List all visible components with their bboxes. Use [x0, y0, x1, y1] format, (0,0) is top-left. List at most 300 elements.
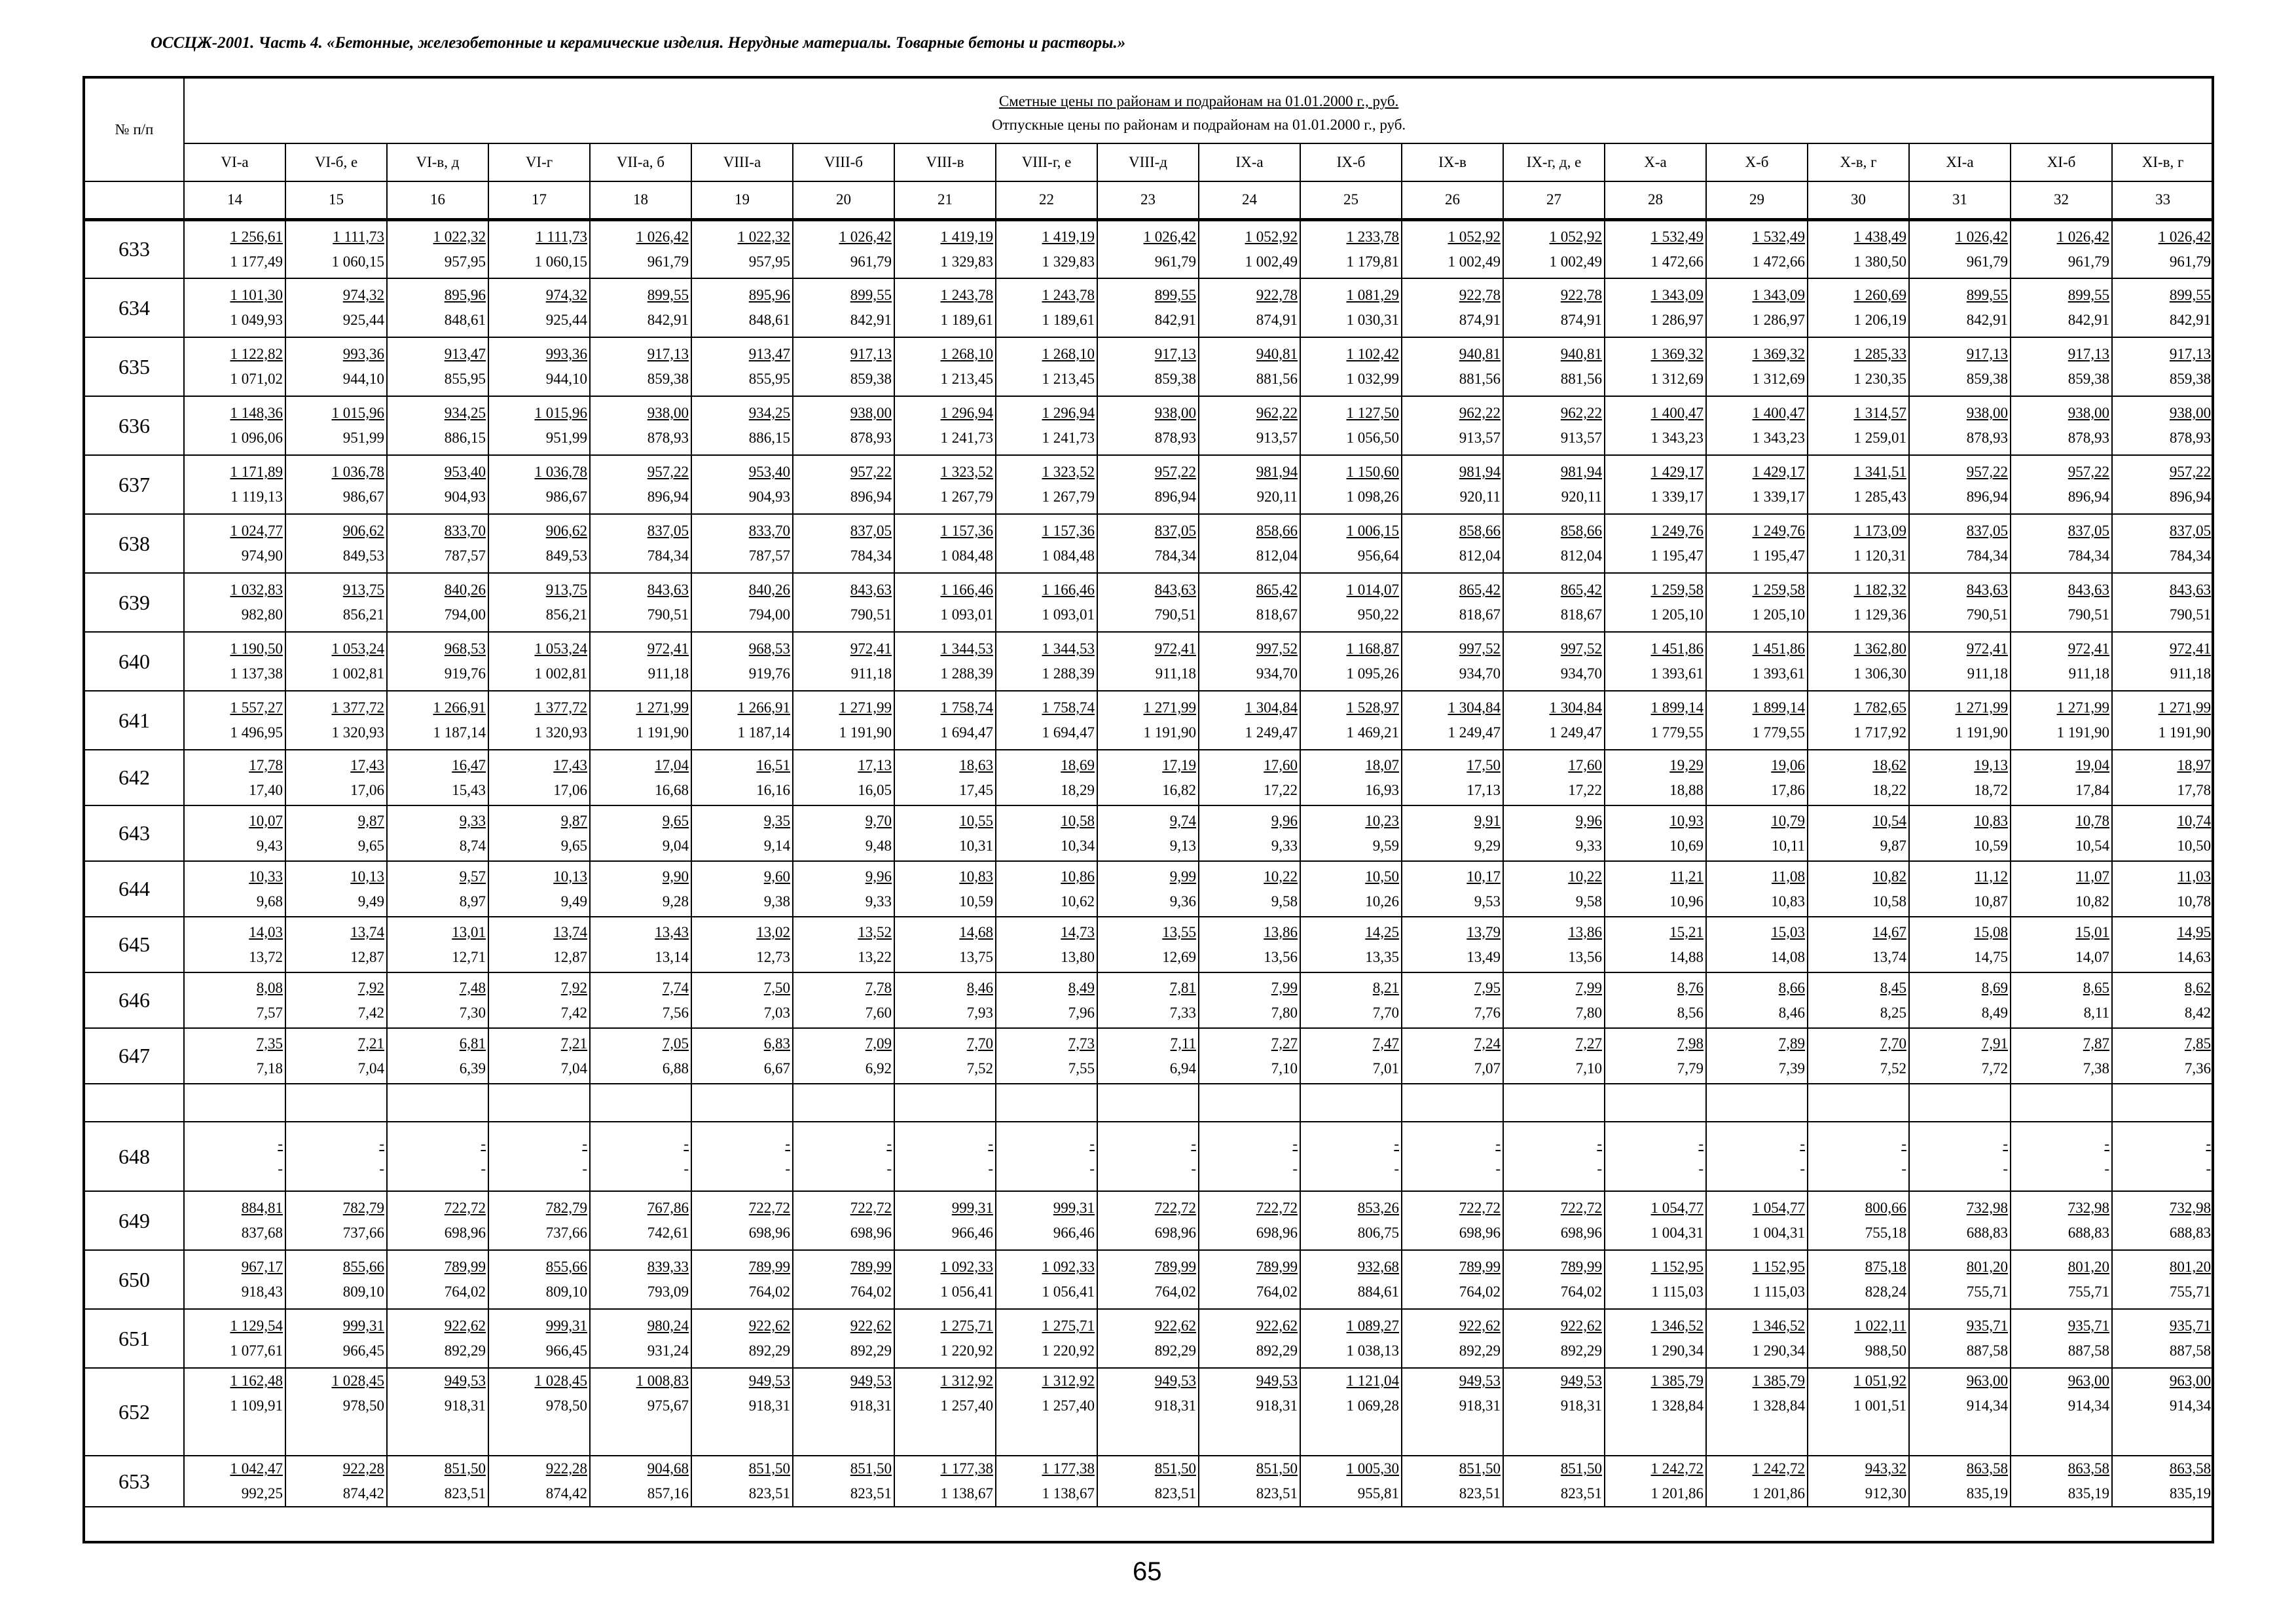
table-row [84, 861, 2214, 917]
estimate-price: 1 150,60 [1346, 464, 1399, 480]
estimate-price: 10,93 [1669, 812, 1704, 829]
price-cell [1605, 750, 1706, 805]
price-cell [488, 1191, 590, 1250]
estimate-price: 1 092,33 [1042, 1259, 1095, 1275]
price-cell [488, 337, 590, 396]
estimate-price: 19,06 [1771, 756, 1805, 773]
price-cell [1808, 1456, 1909, 1507]
selling-price: 10,83 [1771, 893, 1805, 910]
price-cell [1300, 1456, 1402, 1507]
estimate-price: 837,05 [1154, 523, 1196, 539]
selling-price: 698,96 [1560, 1225, 1602, 1241]
price-cell [1300, 514, 1402, 573]
estimate-price: 851,50 [748, 1460, 790, 1477]
selling-price: 956,64 [1357, 547, 1399, 564]
estimate-price: 10,13 [350, 868, 384, 885]
empty-cell [590, 1084, 691, 1122]
selling-price: 7,33 [1169, 1004, 1196, 1021]
price-cell [387, 278, 488, 337]
selling-price: 1 032,99 [1346, 371, 1399, 387]
price-cell [1605, 1122, 1706, 1191]
price-cell [387, 455, 488, 514]
price-cell [2112, 337, 2214, 396]
selling-price: 764,02 [1459, 1283, 1501, 1300]
estimate-price: 840,26 [748, 581, 790, 598]
price-cell [590, 278, 691, 337]
selling-price: 9,14 [763, 837, 790, 854]
estimate-price: 1 042,47 [230, 1460, 283, 1477]
estimate-price: 922,62 [444, 1318, 486, 1334]
selling-price: 874,42 [342, 1485, 384, 1502]
price-cell [1199, 219, 1300, 278]
price-cell [1097, 573, 1199, 632]
price-cell [590, 219, 691, 278]
estimate-price: 1 089,27 [1346, 1318, 1399, 1334]
selling-price: 9,33 [1575, 837, 1602, 854]
price-cell [1503, 396, 1605, 455]
selling-price: 1 241,73 [1042, 430, 1095, 446]
price-cell [1605, 1028, 1706, 1084]
selling-price: 823,51 [444, 1485, 486, 1502]
estimate-price: 10,55 [959, 812, 993, 829]
price-cell [793, 573, 894, 632]
selling-price: 7,04 [560, 1060, 587, 1077]
selling-price: 1 002,49 [1245, 253, 1298, 270]
price-cell [1706, 337, 1808, 396]
estimate-price: 1 028,45 [331, 1373, 384, 1389]
selling-price: 698,96 [1256, 1225, 1298, 1241]
estimate-price: 837,05 [2169, 523, 2212, 539]
region-header: VIII-д [1097, 143, 1199, 181]
estimate-price: 10,50 [1365, 868, 1399, 885]
price-cell [793, 917, 894, 972]
estimate-price: 1 026,42 [2158, 228, 2212, 245]
price-cell [1706, 1309, 1808, 1368]
column-number: 33 [2112, 181, 2214, 219]
price-cell [1706, 1028, 1808, 1084]
selling-price: 764,02 [850, 1283, 892, 1300]
price-cell [1706, 861, 1808, 917]
selling-price: 887,58 [2169, 1342, 2212, 1359]
price-cell [1503, 455, 1605, 514]
estimate-price: 972,41 [850, 640, 892, 657]
estimate-price: 1 022,32 [737, 228, 790, 245]
selling-price: 918,31 [850, 1397, 892, 1414]
selling-price: - [1191, 1160, 1196, 1177]
price-cell [184, 1456, 285, 1507]
estimate-price: 1 168,87 [1346, 640, 1399, 657]
price-cell [691, 632, 793, 691]
estimate-price: 1 532,49 [1650, 228, 1704, 245]
estimate-price: 19,29 [1669, 756, 1704, 773]
selling-price: 17,13 [1467, 781, 1501, 798]
selling-price: 848,61 [444, 312, 486, 328]
empty-cell [84, 1084, 184, 1122]
selling-price: 818,67 [1459, 606, 1501, 623]
estimate-price: 935,71 [2068, 1318, 2109, 1334]
selling-price: 1 717,92 [1853, 724, 1906, 741]
selling-price: 9,68 [256, 893, 283, 910]
price-cell [1503, 691, 1605, 750]
estimate-price: 851,50 [444, 1460, 486, 1477]
price-cell [1808, 1122, 1909, 1191]
selling-price: 13,14 [655, 948, 689, 965]
estimate-price: 1 162,48 [230, 1373, 283, 1389]
selling-price: 1 002,49 [1549, 253, 1602, 270]
selling-price: 1 286,97 [1650, 312, 1704, 328]
estimate-price: 1 271,99 [1955, 699, 2008, 716]
price-cell [1402, 750, 1503, 805]
selling-price: 842,91 [647, 312, 689, 328]
estimate-price: 1 271,99 [636, 699, 689, 716]
selling-price: 790,51 [2169, 606, 2212, 623]
selling-price: - [582, 1160, 587, 1177]
table-row [84, 1309, 2214, 1368]
estimate-price: 843,63 [2068, 581, 2109, 598]
price-cell [793, 514, 894, 573]
row-number: 650 [84, 1250, 184, 1309]
selling-price: 1 288,39 [940, 665, 993, 682]
selling-price: 17,06 [350, 781, 384, 798]
estimate-price: 732,98 [1966, 1200, 2008, 1216]
price-cell [1097, 691, 1199, 750]
price-cell [894, 1309, 996, 1368]
estimate-price: 722,72 [444, 1200, 486, 1216]
selling-price: 10,50 [2177, 837, 2212, 854]
price-cell [590, 455, 691, 514]
estimate-price: 782,79 [545, 1200, 587, 1216]
estimate-price: 837,05 [647, 523, 689, 539]
estimate-price: 1 275,71 [1042, 1318, 1095, 1334]
price-cell [1808, 573, 1909, 632]
price-cell [1300, 278, 1402, 337]
estimate-price: 1 429,17 [1650, 464, 1704, 480]
selling-price: 8,42 [2184, 1004, 2212, 1021]
selling-price: 7,42 [357, 1004, 384, 1021]
selling-price: 9,58 [1575, 893, 1602, 910]
price-cell [488, 917, 590, 972]
selling-price: 842,91 [1154, 312, 1196, 328]
selling-price: 920,11 [1561, 489, 1602, 505]
row-number: 646 [84, 972, 184, 1028]
estimate-price: 1 259,58 [1752, 581, 1805, 598]
price-cell [2011, 1028, 2112, 1084]
region-header: VI-г [488, 143, 590, 181]
price-cell [387, 1122, 488, 1191]
header-row-column-numbers [84, 181, 2214, 219]
selling-price: 823,51 [748, 1485, 790, 1502]
price-cell [1097, 861, 1199, 917]
selling-price: 1 241,73 [940, 430, 993, 446]
selling-price: 896,94 [1154, 489, 1196, 505]
price-cell [387, 972, 488, 1028]
table-row [84, 1456, 2214, 1507]
estimate-price: 938,00 [2169, 405, 2212, 421]
estimate-price: 17,60 [1568, 756, 1602, 773]
selling-price: 859,38 [850, 371, 892, 387]
estimate-price: 1 121,04 [1346, 1373, 1399, 1389]
estimate-price: 1 092,33 [940, 1259, 993, 1275]
estimate-price: 8,65 [2083, 979, 2109, 996]
estimate-price: 997,52 [1560, 640, 1602, 657]
selling-price: 13,56 [1264, 948, 1298, 965]
estimate-price: 18,63 [959, 756, 993, 773]
estimate-price: 1 102,42 [1346, 346, 1399, 362]
estimate-price: 1 249,76 [1752, 523, 1805, 539]
selling-price: - [1800, 1160, 1805, 1177]
empty-cell [1605, 1084, 1706, 1122]
column-number: 15 [285, 181, 387, 219]
estimate-price: 1 152,95 [1650, 1259, 1704, 1275]
estimate-price: 9,74 [1169, 812, 1196, 829]
price-cell [894, 861, 996, 917]
price-cell [387, 573, 488, 632]
price-cell [1097, 1122, 1199, 1191]
estimate-price: 9,91 [1474, 812, 1501, 829]
selling-price: 9,87 [1880, 837, 1906, 854]
selling-price: 904,93 [444, 489, 486, 505]
selling-price: - [379, 1160, 384, 1177]
price-cell [387, 750, 488, 805]
price-cell [894, 805, 996, 861]
estimate-price: 981,94 [1560, 464, 1602, 480]
price-cell [793, 691, 894, 750]
selling-price: 17,06 [553, 781, 587, 798]
price-cell [1199, 337, 1300, 396]
selling-price: 892,29 [444, 1342, 486, 1359]
estimate-price: 875,18 [1865, 1259, 1906, 1275]
price-cell [488, 750, 590, 805]
selling-price: 6,88 [662, 1060, 689, 1077]
price-cell [184, 861, 285, 917]
price-cell [691, 1191, 793, 1250]
price-cell [1808, 455, 1909, 514]
price-cell [285, 805, 387, 861]
price-cell [996, 861, 1097, 917]
estimate-price: 10,83 [959, 868, 993, 885]
estimate-price: 853,26 [1357, 1200, 1399, 1216]
price-cell [590, 1028, 691, 1084]
price-cell [590, 805, 691, 861]
estimate-price: 15,01 [2075, 923, 2109, 940]
price-cell [1097, 1191, 1199, 1250]
price-cell [1808, 861, 1909, 917]
selling-price: 7,60 [865, 1004, 892, 1021]
selling-price: 17,22 [1264, 781, 1298, 798]
price-cell [996, 1368, 1097, 1456]
selling-price: - [785, 1160, 790, 1177]
estimate-price: 8,45 [1880, 979, 1906, 996]
selling-price: 914,34 [2169, 1397, 2212, 1414]
estimate-price: 843,63 [1154, 581, 1196, 598]
price-cell [1300, 632, 1402, 691]
selling-price: 9,33 [865, 893, 892, 910]
price-cell [691, 1122, 793, 1191]
estimate-price: - [785, 1135, 790, 1152]
price-cell [590, 514, 691, 573]
estimate-price: 13,86 [1264, 923, 1298, 940]
estimate-price: 1 256,61 [230, 228, 283, 245]
estimate-price: 1 377,72 [331, 699, 384, 716]
price-cell [2011, 396, 2112, 455]
price-cell [285, 632, 387, 691]
estimate-price: - [2104, 1135, 2109, 1152]
estimate-price: 968,53 [444, 640, 486, 657]
selling-price: 878,93 [850, 430, 892, 446]
selling-price: 9,49 [357, 893, 384, 910]
selling-price: 755,71 [2169, 1283, 2212, 1300]
estimate-price: 1 152,95 [1752, 1259, 1805, 1275]
row-number: 640 [84, 632, 184, 691]
price-cell [387, 1309, 488, 1368]
price-cell [2011, 972, 2112, 1028]
price-cell [996, 972, 1097, 1028]
estimate-price: 993,36 [545, 346, 587, 362]
price-cell [1503, 337, 1605, 396]
selling-price: 764,02 [748, 1283, 790, 1300]
selling-price: 966,45 [545, 1342, 587, 1359]
price-cell [285, 396, 387, 455]
price-cell [1199, 632, 1300, 691]
price-cell [1706, 455, 1808, 514]
price-cell [691, 972, 793, 1028]
price-cell [996, 278, 1097, 337]
selling-price: 10,87 [1974, 893, 2008, 910]
estimate-price: 895,96 [444, 287, 486, 303]
selling-price: 919,76 [748, 665, 790, 682]
estimate-price: 7,24 [1474, 1035, 1501, 1052]
price-cell [1605, 514, 1706, 573]
estimate-price: 1 006,15 [1346, 523, 1399, 539]
selling-price: 1 496,95 [230, 724, 283, 741]
price-cell [2112, 1368, 2214, 1456]
price-cell [1199, 514, 1300, 573]
price-cell [590, 917, 691, 972]
estimate-price: 9,87 [560, 812, 587, 829]
price-cell [1300, 1028, 1402, 1084]
selling-price: 1 096,06 [230, 430, 283, 446]
price-cell [1503, 219, 1605, 278]
estimate-price: 1 451,86 [1752, 640, 1805, 657]
selling-price: 1 187,14 [433, 724, 486, 741]
selling-price: 9,43 [256, 837, 283, 854]
selling-price: - [1495, 1160, 1501, 1177]
selling-price: 918,43 [241, 1283, 283, 1300]
estimate-price: 9,60 [763, 868, 790, 885]
price-cell [793, 1309, 894, 1368]
selling-price: 13,35 [1365, 948, 1399, 965]
selling-price: 17,86 [1771, 781, 1805, 798]
price-cell [2011, 750, 2112, 805]
price-cell [1300, 337, 1402, 396]
selling-price: 982,80 [241, 606, 283, 623]
estimate-price: 10,13 [553, 868, 587, 885]
selling-price: 13,72 [249, 948, 283, 965]
price-cell [1402, 1250, 1503, 1309]
estimate-price: 1 005,30 [1346, 1460, 1399, 1477]
price-cell [1605, 972, 1706, 1028]
estimate-price: 957,22 [850, 464, 892, 480]
selling-price: 1 285,43 [1853, 489, 1906, 505]
selling-price: 8,46 [1778, 1004, 1805, 1021]
selling-price: 7,42 [560, 1004, 587, 1021]
selling-price: 1 084,48 [1042, 547, 1095, 564]
selling-price: 7,10 [1271, 1060, 1298, 1077]
estimate-price: 865,42 [1256, 581, 1298, 598]
price-cell [184, 278, 285, 337]
selling-price: 978,50 [342, 1397, 384, 1414]
selling-price: 1 312,69 [1752, 371, 1805, 387]
estimate-price: 1 343,09 [1752, 287, 1805, 303]
selling-price: 8,25 [1880, 1004, 1906, 1021]
price-cell [1909, 972, 2011, 1028]
estimate-price: 13,02 [756, 923, 790, 940]
selling-price: 812,04 [1256, 547, 1298, 564]
price-cell [1402, 514, 1503, 573]
selling-price: 886,15 [748, 430, 790, 446]
table-row [84, 396, 2214, 455]
estimate-price: - [1597, 1135, 1602, 1152]
price-cell [285, 1191, 387, 1250]
spacer-row [84, 1084, 2214, 1122]
price-cell [590, 750, 691, 805]
estimate-price: 863,58 [2068, 1460, 2109, 1477]
selling-price: 8,97 [459, 893, 486, 910]
estimate-price: 13,74 [350, 923, 384, 940]
selling-price: 9,28 [662, 893, 689, 910]
estimate-price: - [988, 1135, 993, 1152]
price-cell [996, 337, 1097, 396]
selling-price: 859,38 [1966, 371, 2008, 387]
selling-price: 10,54 [2075, 837, 2109, 854]
price-cell [184, 632, 285, 691]
price-cell [894, 917, 996, 972]
price-cell [691, 691, 793, 750]
selling-price: 1 071,02 [230, 371, 283, 387]
selling-price: 856,21 [342, 606, 384, 623]
table-row [84, 278, 2214, 337]
estimate-price: 1 312,92 [940, 1373, 993, 1389]
price-cell [285, 1456, 387, 1507]
price-cell [1097, 1309, 1199, 1368]
column-number: 32 [2011, 181, 2112, 219]
estimate-price: 999,31 [1053, 1200, 1095, 1216]
selling-price: 12,69 [1162, 948, 1196, 965]
selling-price: 837,68 [241, 1225, 283, 1241]
estimate-price: 1 429,17 [1752, 464, 1805, 480]
estimate-price: 1 419,19 [1042, 228, 1095, 245]
selling-price: 881,56 [1459, 371, 1501, 387]
selling-price: 1 191,90 [839, 724, 892, 741]
selling-price: 9,58 [1271, 893, 1298, 910]
selling-price: 918,31 [1459, 1397, 1501, 1414]
selling-price: 1 328,84 [1752, 1397, 1805, 1414]
selling-price: 1 084,48 [940, 547, 993, 564]
selling-price: 918,31 [1560, 1397, 1602, 1414]
price-cell [2011, 632, 2112, 691]
row-number: 636 [84, 396, 184, 455]
estimate-price: 13,86 [1568, 923, 1602, 940]
region-header: VIII-в [894, 143, 996, 181]
price-cell [1097, 1028, 1199, 1084]
estimate-price: 17,50 [1467, 756, 1501, 773]
price-cell [387, 861, 488, 917]
selling-price: 8,11 [2083, 1004, 2109, 1021]
price-cell [488, 632, 590, 691]
price-cell [1199, 805, 1300, 861]
selling-price: 16,68 [655, 781, 689, 798]
selling-price: 9,65 [560, 837, 587, 854]
